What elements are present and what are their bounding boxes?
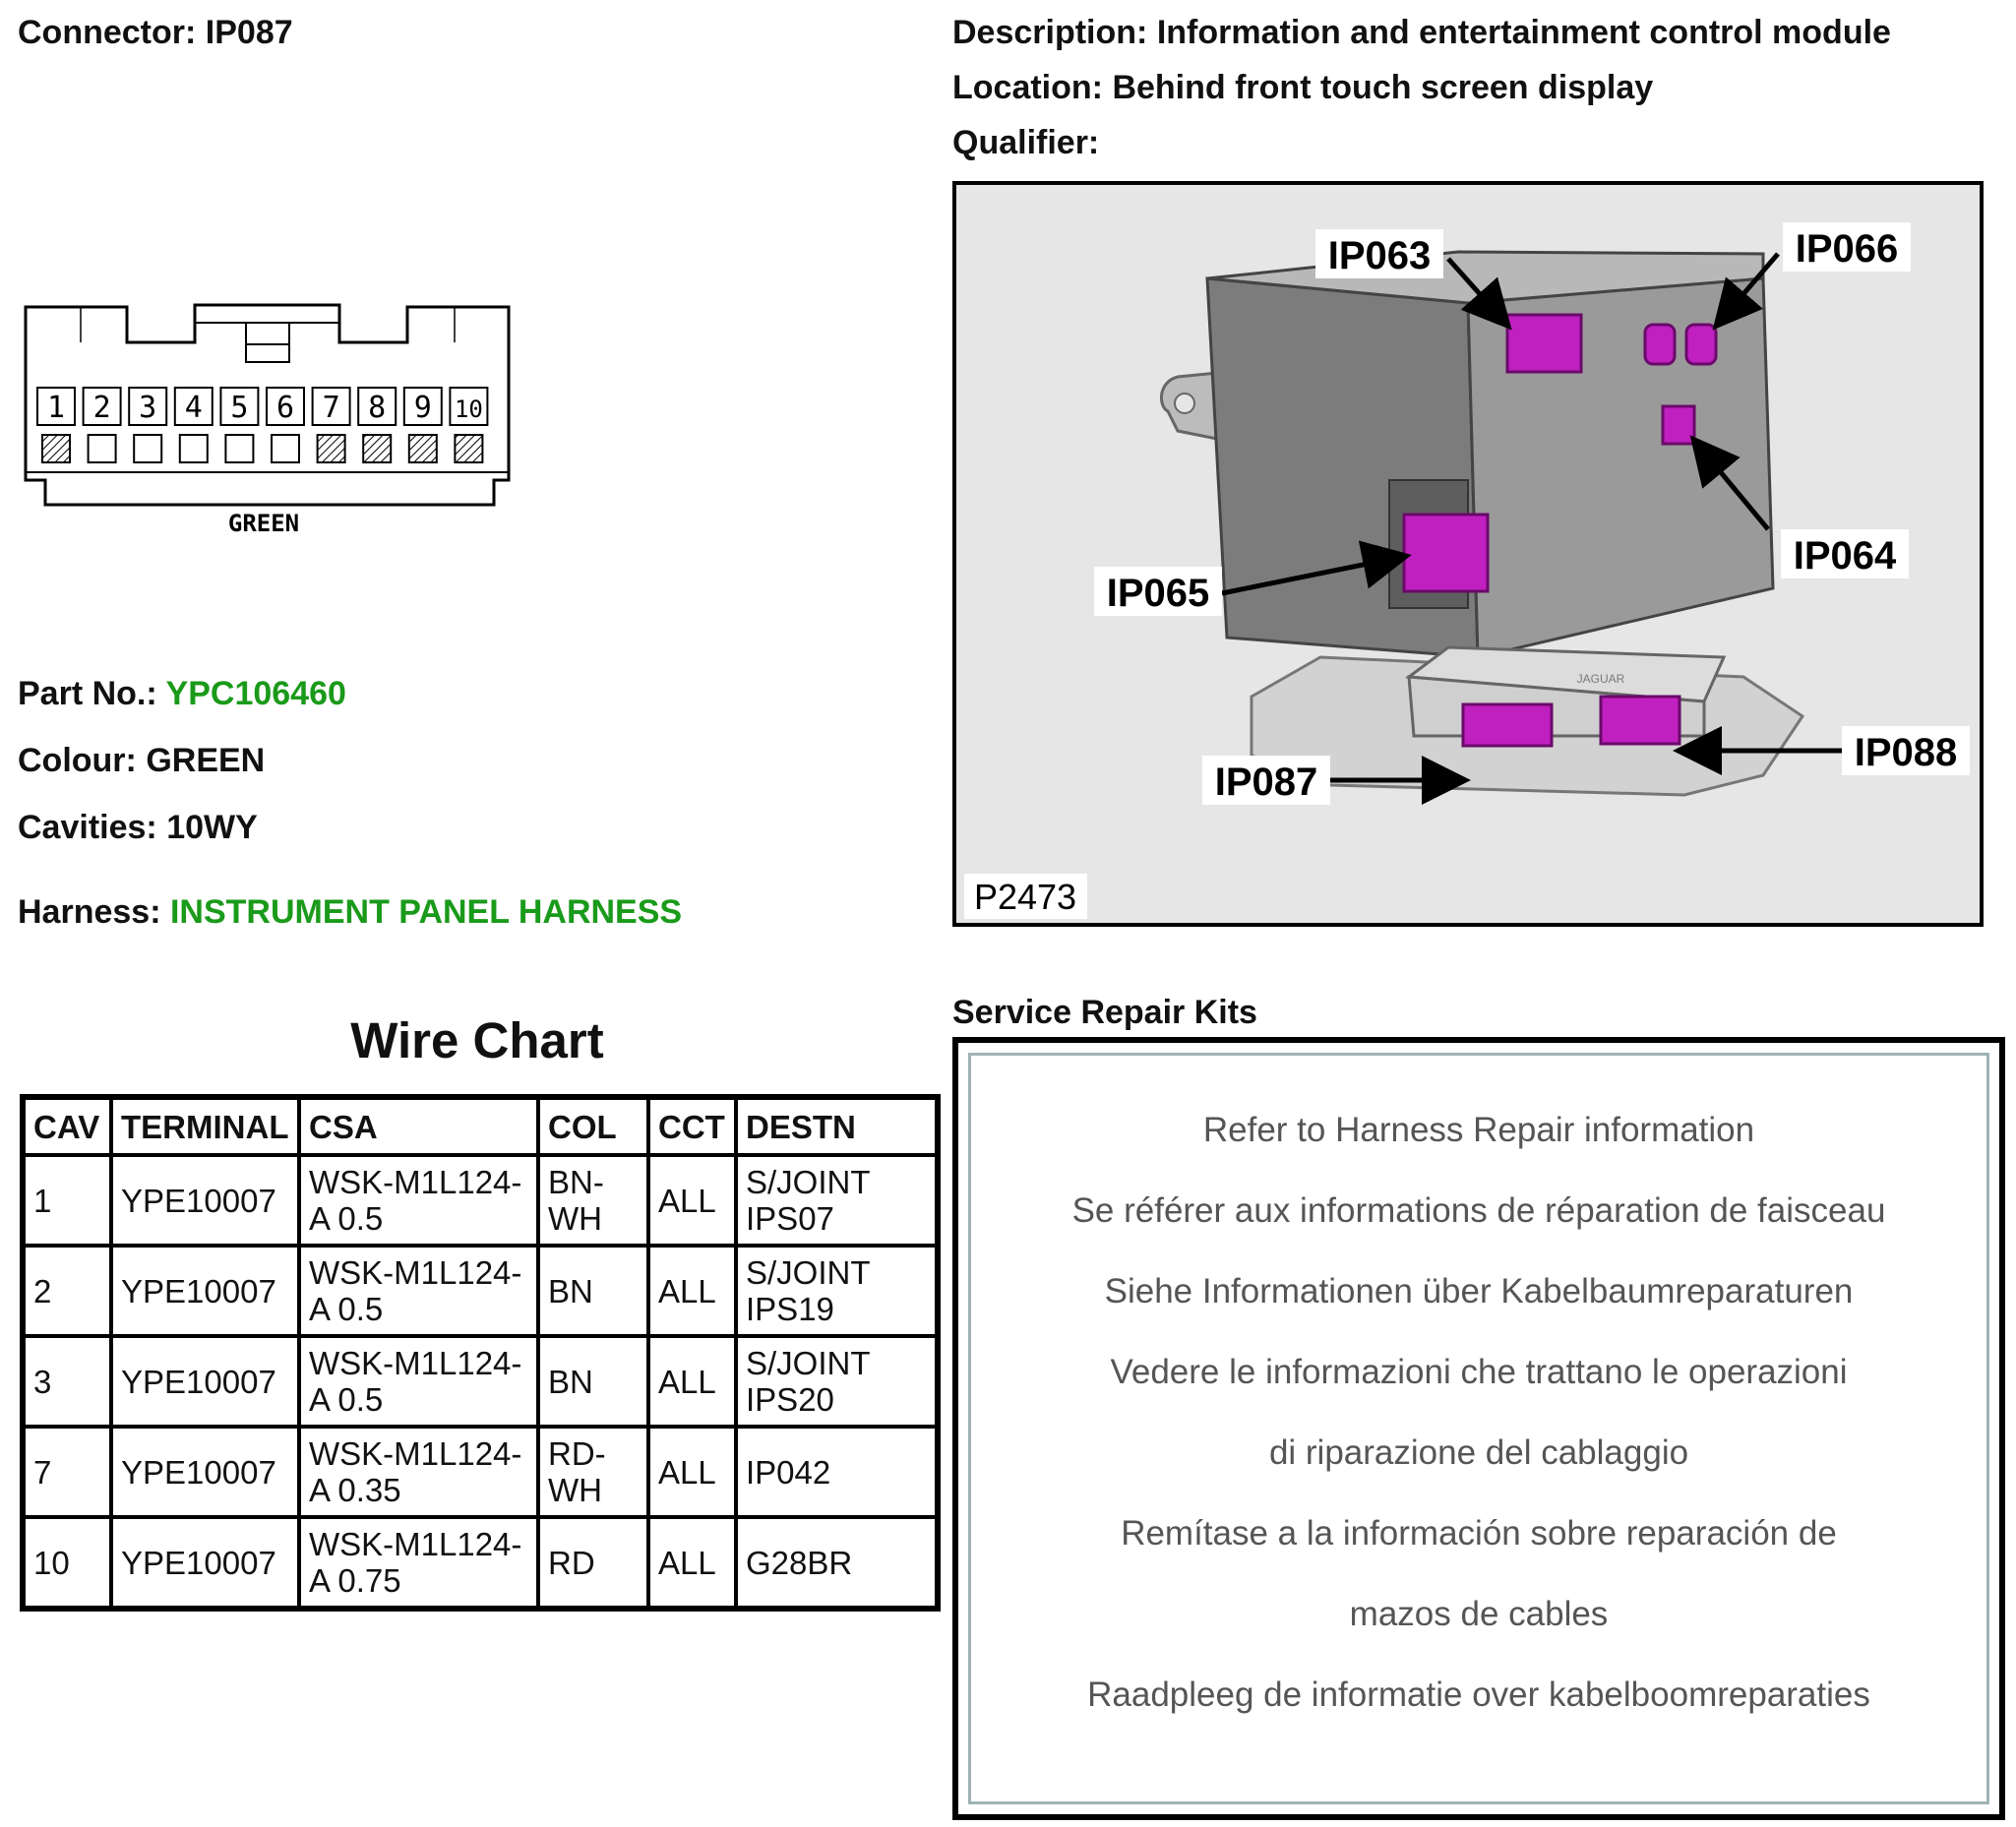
cavity-number: 7 bbox=[322, 391, 340, 425]
col-header-cct: CCT bbox=[648, 1097, 736, 1155]
cell-destn: IP042 bbox=[736, 1427, 938, 1517]
cell-csa: WSK-M1L124-A 0.5 bbox=[299, 1246, 538, 1336]
brand-mark: JAGUAR bbox=[1576, 672, 1625, 686]
repair-line-it-2: di riparazione del cablaggio bbox=[1268, 1433, 1689, 1472]
cavities: Cavities: 10WY bbox=[18, 809, 258, 846]
cell-cct: ALL bbox=[648, 1336, 736, 1427]
cell-cav: 3 bbox=[23, 1336, 111, 1427]
connector-ip066-a bbox=[1645, 325, 1675, 364]
label-ip065: IP065 bbox=[1106, 572, 1210, 615]
cavity-populated bbox=[363, 435, 391, 462]
cell-col: BN bbox=[538, 1336, 648, 1427]
col-header-destn: DESTN bbox=[736, 1097, 938, 1155]
wire-chart-table bbox=[20, 1094, 941, 1612]
cell-csa: WSK-M1L124-A 0.75 bbox=[299, 1517, 538, 1609]
cavity-empty bbox=[225, 435, 253, 462]
repair-line-en: Refer to Harness Repair information bbox=[1202, 1111, 1755, 1149]
cavity-populated bbox=[42, 435, 70, 462]
table-row bbox=[23, 1517, 938, 1609]
cell-cct: ALL bbox=[648, 1517, 736, 1609]
cavity-number: 8 bbox=[368, 391, 387, 425]
connector-latch bbox=[246, 323, 289, 362]
cavity-empty bbox=[180, 435, 208, 462]
cavity-number: 1 bbox=[46, 391, 66, 425]
cavity-populated bbox=[318, 435, 345, 462]
colour: Colour: GREEN bbox=[18, 742, 266, 779]
cavity-number: 9 bbox=[413, 391, 432, 425]
cell-destn: S/JOINT IPS19 bbox=[736, 1246, 938, 1336]
col-header-csa: CSA bbox=[299, 1097, 538, 1155]
repair-line-nl: Raadpleeg de informatie over kabelboomreparaties bbox=[1087, 1675, 1870, 1714]
wire-chart-header-row bbox=[23, 1097, 938, 1155]
connector-ip066-b bbox=[1686, 325, 1716, 364]
cell-cav: 7 bbox=[23, 1427, 111, 1517]
cell-col: RD bbox=[538, 1517, 648, 1609]
repair-line-es-2: mazos de cables bbox=[1349, 1595, 1609, 1633]
qualifier: Qualifier: bbox=[952, 124, 1100, 161]
cavity-number: 4 bbox=[184, 391, 203, 425]
cell-cav: 1 bbox=[23, 1155, 111, 1246]
label-ip064: IP064 bbox=[1793, 534, 1897, 578]
cell-terminal: YPE10007 bbox=[111, 1246, 299, 1336]
col-header-terminal: TERMINAL bbox=[111, 1097, 299, 1155]
cavity-number: 5 bbox=[230, 391, 249, 425]
cell-cct: ALL bbox=[648, 1155, 736, 1246]
cell-col: RD-WH bbox=[538, 1427, 648, 1517]
wire-chart-title: Wire Chart bbox=[350, 1012, 604, 1068]
cell-col: BN bbox=[538, 1246, 648, 1336]
repair-line-de: Siehe Informationen über Kabelbaumreparaturen bbox=[1104, 1272, 1854, 1310]
cell-terminal: YPE10007 bbox=[111, 1336, 299, 1427]
connector-ip088 bbox=[1601, 697, 1680, 744]
cavity-populated bbox=[409, 435, 437, 462]
label-ip087: IP087 bbox=[1214, 761, 1318, 804]
cell-csa: WSK-M1L124-A 0.5 bbox=[299, 1155, 538, 1246]
repair-line-fr: Se référer aux informations de réparation de faisceau bbox=[1071, 1191, 1886, 1230]
cavity-empty bbox=[89, 435, 116, 462]
connector-id: Connector: IP087 bbox=[18, 14, 293, 51]
part-number: Part No.: YPC106460 bbox=[18, 675, 346, 712]
label-ip063: IP063 bbox=[1327, 234, 1432, 277]
harness: Harness: INSTRUMENT PANEL HARNESS bbox=[18, 893, 683, 931]
connector-ip063 bbox=[1507, 315, 1581, 372]
label-ip088: IP088 bbox=[1854, 731, 1958, 774]
cell-cct: ALL bbox=[648, 1427, 736, 1517]
cell-destn: G28BR bbox=[736, 1517, 938, 1609]
cavity-number: 6 bbox=[275, 391, 295, 425]
image-reference: P2473 bbox=[973, 877, 1077, 917]
cavity-number: 2 bbox=[92, 391, 111, 425]
table-row bbox=[23, 1155, 938, 1246]
connector-colour-label: GREEN bbox=[227, 510, 300, 537]
table-row bbox=[23, 1246, 938, 1336]
service-repair-panel bbox=[952, 1037, 2005, 1820]
repair-line-es-1: Remítase a la información sobre reparación de bbox=[1121, 1514, 1837, 1553]
cavity-populated bbox=[455, 435, 482, 462]
label-ip066: IP066 bbox=[1795, 227, 1899, 271]
cell-col: BN-WH bbox=[538, 1155, 648, 1246]
cell-cav: 2 bbox=[23, 1246, 111, 1336]
location: Location: Behind front touch screen display bbox=[952, 69, 1654, 106]
col-header-cav: CAV bbox=[23, 1097, 111, 1155]
connector-ip064 bbox=[1663, 406, 1694, 444]
cell-terminal: YPE10007 bbox=[111, 1517, 299, 1609]
cavity-empty bbox=[134, 435, 161, 462]
connector-face-diagram bbox=[22, 303, 519, 544]
description: Description: Information and entertainment control module bbox=[952, 14, 1891, 51]
service-repair-title: Service Repair Kits bbox=[952, 994, 1257, 1031]
cell-csa: WSK-M1L124-A 0.5 bbox=[299, 1336, 538, 1427]
table-row bbox=[23, 1427, 938, 1517]
table-row bbox=[23, 1336, 938, 1427]
cell-destn: S/JOINT IPS07 bbox=[736, 1155, 938, 1246]
cavity-number: 10 bbox=[454, 396, 483, 423]
cell-destn: S/JOINT IPS20 bbox=[736, 1336, 938, 1427]
module-illustration bbox=[956, 185, 1980, 923]
cell-cct: ALL bbox=[648, 1246, 736, 1336]
module-location-image bbox=[952, 181, 1984, 927]
cavity-number: 3 bbox=[139, 391, 157, 425]
cell-terminal: YPE10007 bbox=[111, 1427, 299, 1517]
cell-cav: 10 bbox=[23, 1517, 111, 1609]
cavity-empty bbox=[272, 435, 299, 462]
col-header-col: COL bbox=[538, 1097, 648, 1155]
connector-ip087 bbox=[1463, 704, 1552, 746]
service-repair-inner bbox=[968, 1053, 1989, 1804]
cell-csa: WSK-M1L124-A 0.35 bbox=[299, 1427, 538, 1517]
cell-terminal: YPE10007 bbox=[111, 1155, 299, 1246]
repair-line-it-1: Vedere le informazioni che trattano le operazioni bbox=[1110, 1353, 1848, 1391]
connector-ip065 bbox=[1404, 515, 1488, 591]
